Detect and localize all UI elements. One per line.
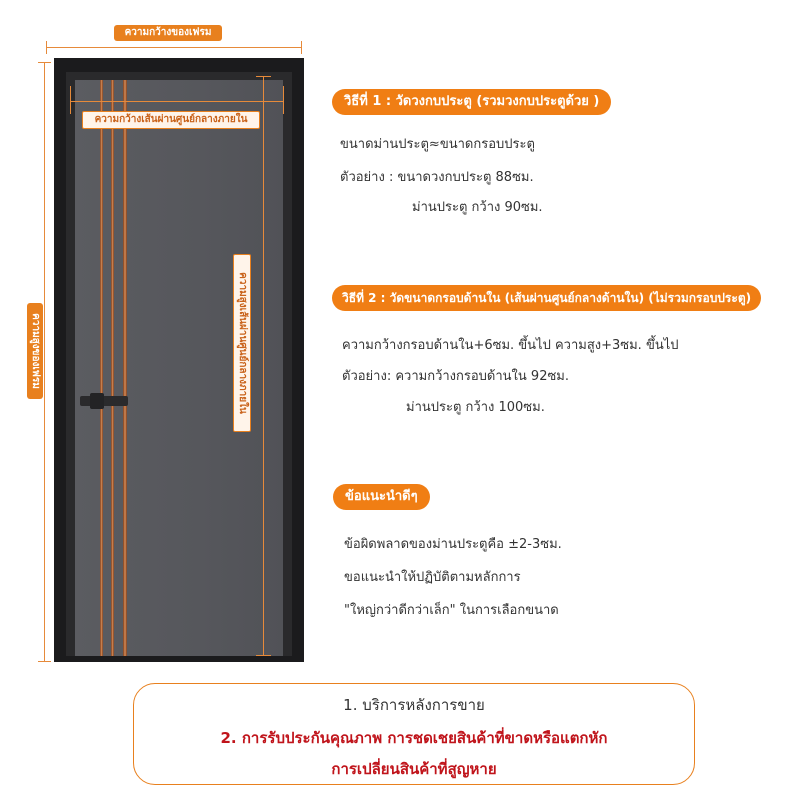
door-strip-1 [100,80,103,656]
inner-width-tick-left [70,86,71,114]
tips-title: ข้อแนะนำดีๆ [333,484,430,510]
door-handle-rose [90,393,104,409]
method1-line-1: ขนาดม่านประตู≈ขนาดกรอบประตู [340,137,535,152]
inner-height-line [263,76,264,656]
frame-width-line [46,47,302,48]
tips-line-3: "ใหญ่กว่าดีกว่าเล็ก" ในการเลือกขนาด [344,603,559,618]
door-strip-3 [123,80,127,656]
footer-services-box [133,683,695,785]
door-leaf [75,80,283,656]
inner-height-tick-bottom [256,655,271,656]
footer-line-2: 2. การรับประกันคุณภาพ การชดเชยสินค้าที่ขาดหรือแตกหัก [220,729,608,747]
method2-line-3: ม่านประตู กว้าง 100ซม. [406,400,545,415]
frame-width-tick-right [301,41,302,54]
door-illustration [0,0,320,680]
frame-height-tick-bottom [38,661,51,662]
door-strip-2 [111,80,114,656]
footer-line-3: การเปลี่ยนสินค้าที่สูญหาย [331,760,497,778]
frame-height-tick-top [38,62,51,63]
frame-width-tick-left [46,41,47,54]
method2-line-2: ตัวอย่าง: ความกว้างกรอบด้านใน 92ซม. [342,369,569,384]
inner-height-tick-top [256,76,271,77]
frame-height-label: ความสูงของเฟรม [27,303,43,399]
inner-height-label: ความสูงเส้นผ่านศูนย์กลางภายใน [233,254,251,432]
method1-line-3: ม่านประตู กว้าง 90ซม. [412,200,543,215]
tips-line-1: ข้อผิดพลาดของม่านประตูคือ ±2-3ซม. [344,537,562,552]
method1-title: วิธีที่ 1 : วัดวงกบประตู (รวมวงกบประตูด้วย ) [332,89,611,115]
frame-width-label: ความกว้างของเฟรม [114,25,222,41]
frame-height-line [44,62,45,662]
tips-line-2: ขอแนะนำให้ปฏิบัติตามหลักการ [344,570,521,585]
inner-width-line [70,101,284,102]
inner-width-tick-right [283,86,284,114]
method2-title: วิธีที่ 2 : วัดขนาดกรอบด้านใน (เส้นผ่านศูนย์กลางด้านใน) (ไม่รวมกรอบประตู) [332,285,761,311]
inner-width-label: ความกว้างเส้นผ่านศูนย์กลางภายใน [82,111,260,129]
door-handle [80,396,128,406]
footer-line-1: 1. บริการหลังการขาย [343,696,485,714]
method2-line-1: ความกว้างกรอบด้านใน+6ซม. ขึ้นไป ความสูง+3ซม. ขึ้นไป [342,338,679,353]
method1-line-2: ตัวอย่าง : ขนาดวงกบประตู 88ซม. [340,170,534,185]
